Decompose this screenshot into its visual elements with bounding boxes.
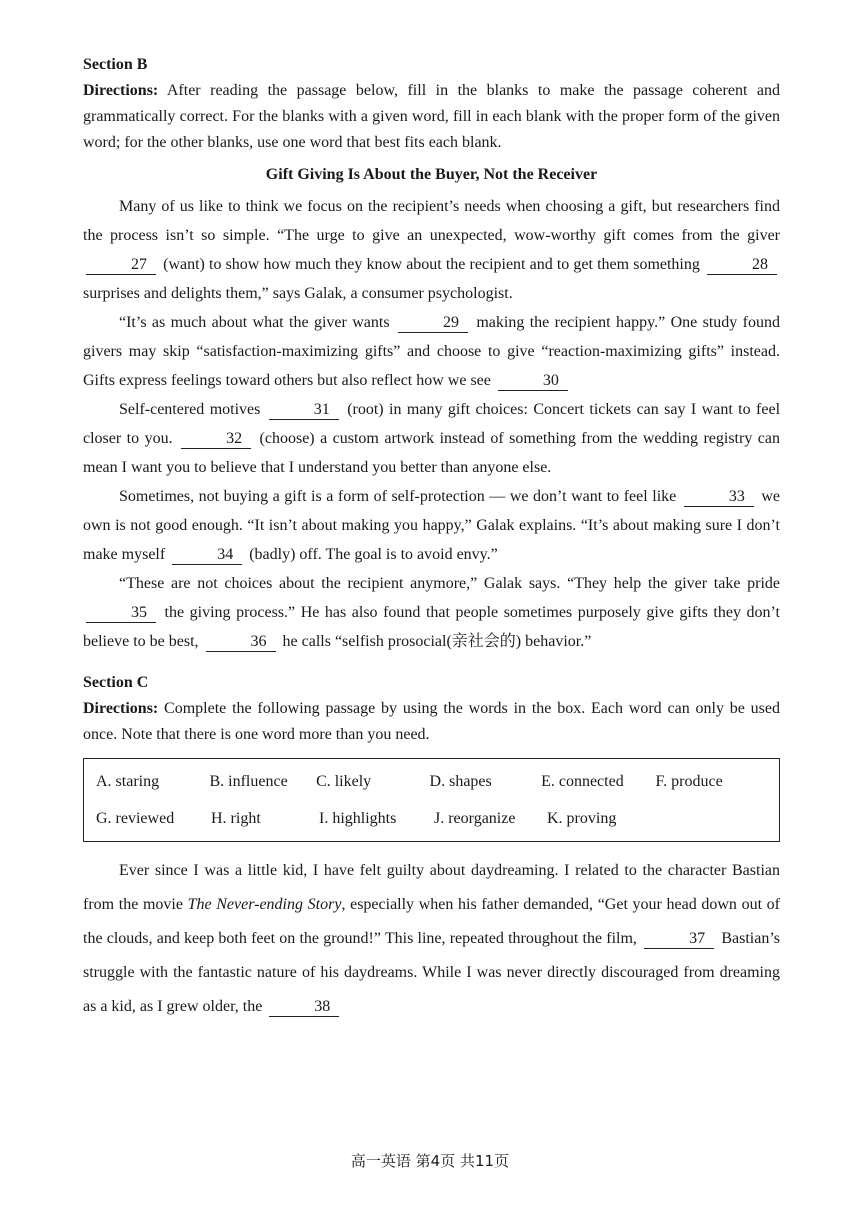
page-content xyxy=(83,52,780,1024)
section-b-directions xyxy=(83,78,780,156)
word-box xyxy=(83,758,780,842)
blank-33[interactable]: 33 xyxy=(684,488,754,507)
directions-label: Directions: xyxy=(83,700,159,717)
directions-text: Complete the following passage by using the words in the box. Each word can only be used once. Note that there is one word more than you need. xyxy=(83,700,780,743)
word-option: A. staring xyxy=(96,773,160,790)
paragraph-4: Sometimes, not buying a gift is a form of self-protection — we don’t want to feel like 33 we own is not good enough. “It isn’t about making you happy,” Galak explains. “It’s about making sure I don’t make myself 34 (badly) off. The goal is to avoid envy.” xyxy=(83,488,781,563)
word-option: G. reviewed xyxy=(96,810,175,827)
blank-36[interactable]: 36 xyxy=(206,633,276,652)
blank-34[interactable]: 34 xyxy=(172,546,242,565)
word-option: D. shapes xyxy=(429,773,492,790)
word-option: B. influence xyxy=(209,773,288,790)
word-row-2 xyxy=(96,800,769,837)
blank-32[interactable]: 32 xyxy=(181,430,251,449)
paragraph-1: Many of us like to think we focus on the recipient’s needs when choosing a gift, but researchers find the process isn’t so simple. “The urge to give an unexpected, wow-worthy gift comes from the giver 27 (want) to show how much they know about the recipient and to get them something 28 surprises and delights them,” says Galak, a consumer psychologist. xyxy=(83,198,780,302)
word-option: F. produce xyxy=(655,773,723,790)
page-footer: 高一英语 第4页 共11页 xyxy=(350,1152,510,1170)
word-option: C. likely xyxy=(316,773,372,790)
word-option: E. connected xyxy=(541,773,624,790)
word-row-1 xyxy=(96,763,769,800)
word-option: J. reorganize xyxy=(434,810,516,827)
movie-title: The Never-ending Story xyxy=(187,896,342,913)
blank-30[interactable]: 30 xyxy=(498,372,568,391)
blank-31[interactable]: 31 xyxy=(269,401,339,420)
passage-title: Gift Giving Is About the Buyer, Not the Receiver xyxy=(265,166,598,183)
paragraph-3: Self-centered motives 31 (root) in many gift choices: Concert tickets can say I want to feel closer to you. 32 (choose) a custom artwork instead of something from the wedding registry can mean I want you to believe that I understand you better than anyone else. xyxy=(83,401,781,476)
blank-27[interactable]: 27 xyxy=(86,256,156,275)
blank-28[interactable]: 28 xyxy=(707,256,777,275)
section-c-heading: Section C xyxy=(83,674,149,691)
blank-29[interactable]: 29 xyxy=(398,314,468,333)
blank-38[interactable]: 38 xyxy=(269,998,339,1017)
paragraph-5: “These are not choices about the recipient anymore,” Galak says. “They help the giver take pride 35 the giving process.” He has also found that people sometimes purposely give gifts they don’t believe to be best, 36 he calls “selfish prosocial(亲社会的) behavior.” xyxy=(83,575,781,650)
blank-37[interactable]: 37 xyxy=(644,930,714,949)
directions-text: After reading the passage below, fill in the blanks to make the passage coherent and grammatically correct. For the blanks with a given word, fill in each blank with the proper form of the given word; for the other blanks, use one word that best fits each blank. xyxy=(83,82,780,151)
section-c-paragraph-1: Ever since I was a little kid, I have felt guilty about daydreaming. I related to the character Bastian from the movie The Never-ending Story, especially when his father demanded, “Get your head down out of the clouds, and keep both feet on the ground!” This line, repeated throughout the film, 37 Bastian’s struggle with the fantastic nature of his daydreams. While I was never directly discouraged from dreaming as a kid, as I grew older, the 38 xyxy=(83,862,781,1015)
directions-label: Directions: xyxy=(83,82,159,99)
word-option: I. highlights xyxy=(319,810,397,827)
word-option: H. right xyxy=(211,810,261,827)
paragraph-2: “It’s as much about what the giver wants 29 making the recipient happy.” One study found givers may skip “satisfaction-maximizing gifts” and choose to give “reaction-maximizing gifts” instead. Gifts express feelings toward others but also reflect how we see 30 xyxy=(83,314,781,389)
word-option: K. proving xyxy=(547,810,617,827)
section-b-heading: Section B xyxy=(83,56,148,73)
section-c-directions xyxy=(83,696,780,748)
blank-35[interactable]: 35 xyxy=(86,604,156,623)
